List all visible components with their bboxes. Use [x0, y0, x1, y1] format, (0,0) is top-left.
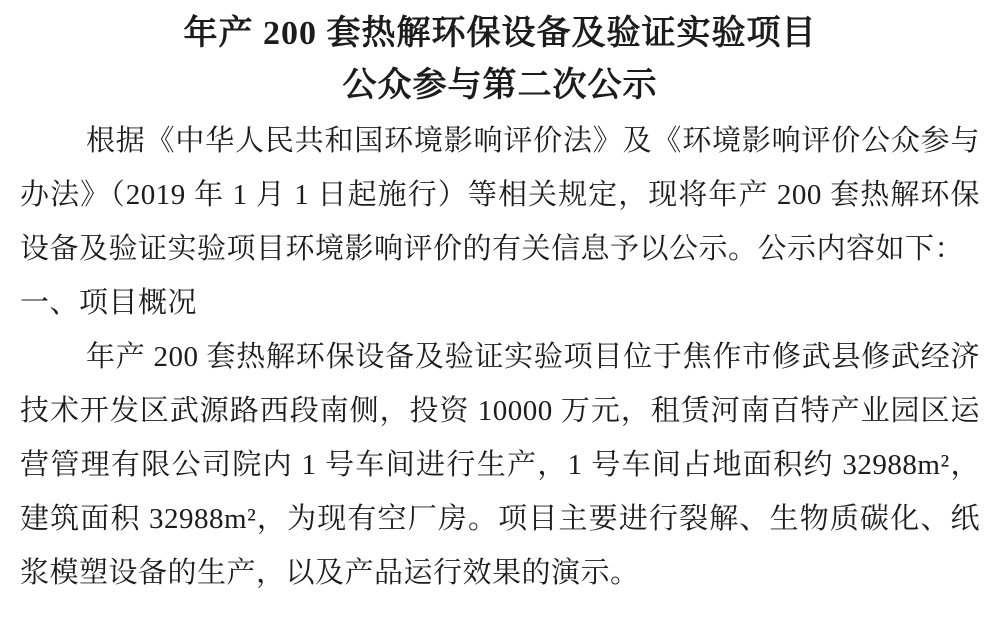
title-line-2: 公众参与第二次公示	[342, 67, 658, 104]
document-title	[20, 8, 980, 112]
paragraph-project-overview: 年产 200 套热解环保设备及验证实验项目位于焦作市修武县修武经济技术开发区武源路西段南侧，投资 10000 万元，租赁河南百特产业园区运营管理有限公司院内 1 号车间进行生产，1 号车间占地面积约 32988m²，建筑面积 32988m²，为现有空厂房。项目主要进行裂解、生物质碳化、纸浆模塑设备的生产，以及产品运行效果的演示。	[20, 341, 980, 589]
title-line-1: 年产 200 套热解环保设备及验证实验项目	[183, 15, 817, 52]
paragraph-intro: 根据《中华人民共和国环境影响评价法》及《环境影响评价公众参与办法》（2019 年 1 月 1 日起施行）等相关规定，现将年产 200 套热解环保设备及验证实验项目环境影响评价的有关信息予以公示。公示内容如下：	[20, 125, 980, 265]
section-heading-project-overview: 一、项目概况	[20, 287, 198, 319]
